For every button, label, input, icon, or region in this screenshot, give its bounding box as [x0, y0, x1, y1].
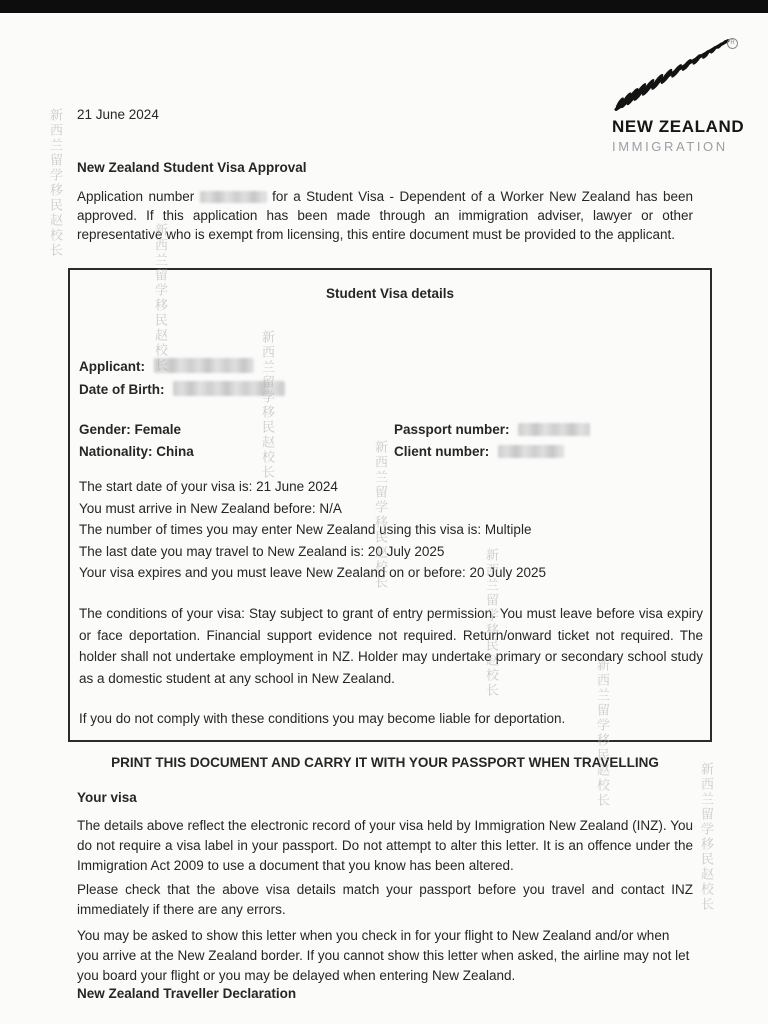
letter-title: New Zealand Student Visa Approval: [77, 160, 307, 175]
your-visa-heading: Your visa: [77, 790, 137, 805]
logo-division-text: IMMIGRATION: [612, 139, 728, 154]
redacted-client-number: [498, 445, 564, 458]
passport-number-row: [394, 422, 590, 437]
nationality-row: Nationality: China: [79, 444, 194, 459]
registered-trademark-icon: R: [727, 38, 738, 49]
show-letter-paragraph: You may be asked to show this letter when you check in for your flight to New Zealand and/or when you arrive at the New Zealand border. If you cannot show this letter when asked, the airline may not let you board your flight or you may be delayed when entering New Zealand.: [77, 928, 690, 983]
applicant-row: [79, 358, 254, 374]
redacted-date-of-birth: [173, 381, 285, 396]
nz-immigration-logo: [612, 36, 745, 154]
traveller-declaration-heading: New Zealand Traveller Declaration: [77, 986, 297, 1001]
visa-expiry-line: Your visa expires and you must leave New Zealand on or before: 20 July 2025: [79, 565, 547, 580]
watermark-text: 新西兰留学移民赵校长: [259, 330, 274, 480]
deportation-warning: If you do not comply with these conditions you may become liable for deportation.: [79, 711, 566, 726]
intro-paragraph: [77, 187, 693, 244]
date-of-birth-label: Date of Birth:: [79, 382, 165, 397]
date-of-birth-row: [79, 381, 285, 397]
fern-icon: [612, 36, 736, 114]
watermark-text: 新西兰留学移民赵校长: [483, 548, 498, 698]
redacted-application-number: [200, 191, 267, 203]
client-number-row: [394, 444, 564, 459]
watermark-text: 新西兰留学移民赵校长: [594, 658, 609, 808]
check-details-paragraph: Please check that the above visa details match your passport before you travel and contact INZ immediately if there are any errors.: [77, 882, 693, 917]
arrive-before-line: You must arrive in New Zealand before: N/A: [79, 500, 342, 516]
watermark-text: 新西兰留学移民赵校长: [698, 762, 713, 912]
last-travel-date-line: The last date you may travel to New Zealand is: 20 July 2025: [79, 543, 445, 559]
applicant-label: Applicant:: [79, 359, 145, 374]
redacted-passport-number: [518, 423, 590, 436]
letter-date: 21 June 2024: [77, 107, 159, 122]
redacted-applicant-name: [154, 358, 254, 373]
client-number-label: Client number:: [394, 444, 490, 459]
intro-text-after: for a Student Visa - Dependent of a Worker New Zealand has been approved. If this application has been made through an immigration adviser, lawyer or other representative who is exempt from licensing, this entire document must be provided to the applicant.: [77, 189, 693, 242]
watermark-text: 新西兰留学移民赵校长: [47, 108, 62, 258]
visa-box-title: Student Visa details: [325, 286, 455, 301]
print-notice: PRINT THIS DOCUMENT AND CARRY IT WITH YOUR PASSPORT WHEN TRAVELLING: [111, 755, 659, 770]
visa-start-date-line: The start date of your visa is: 21 June 2024: [79, 479, 338, 494]
gender-row: Gender: Female: [79, 422, 182, 437]
visa-details-box: [68, 268, 712, 742]
watermark-text: 新西兰留学移民赵校长: [152, 223, 167, 373]
visa-detail-lines: [79, 476, 703, 584]
watermark-text: 新西兰留学移民赵校长: [372, 440, 387, 590]
intro-text-before: Application number: [77, 189, 195, 204]
logo-brand-text: NEW ZEALAND: [612, 117, 745, 136]
visa-conditions-paragraph: The conditions of your visa: Stay subject to grant of entry permission. You must leave before visa expiry or face deportation. Financial support evidence not required. Return/onward ticket not required. The holder shall not undertake employment in NZ. Holder may undertake primary or secondary school study as a domestic student at any school in New Zealand.: [79, 606, 703, 686]
passport-number-label: Passport number:: [394, 422, 510, 437]
scan-top-black-bar: [0, 0, 768, 13]
entries-allowed-line: The number of times you may enter New Zealand using this visa is: Multiple: [79, 522, 532, 537]
electronic-record-paragraph: The details above reflect the electronic record of your visa held by Immigration New Zealand (INZ). You do not require a visa label in your passport. Do not attempt to alter this letter. It is an offence under the Immigration Act 2009 to use a document that you know has been altered.: [77, 818, 693, 873]
